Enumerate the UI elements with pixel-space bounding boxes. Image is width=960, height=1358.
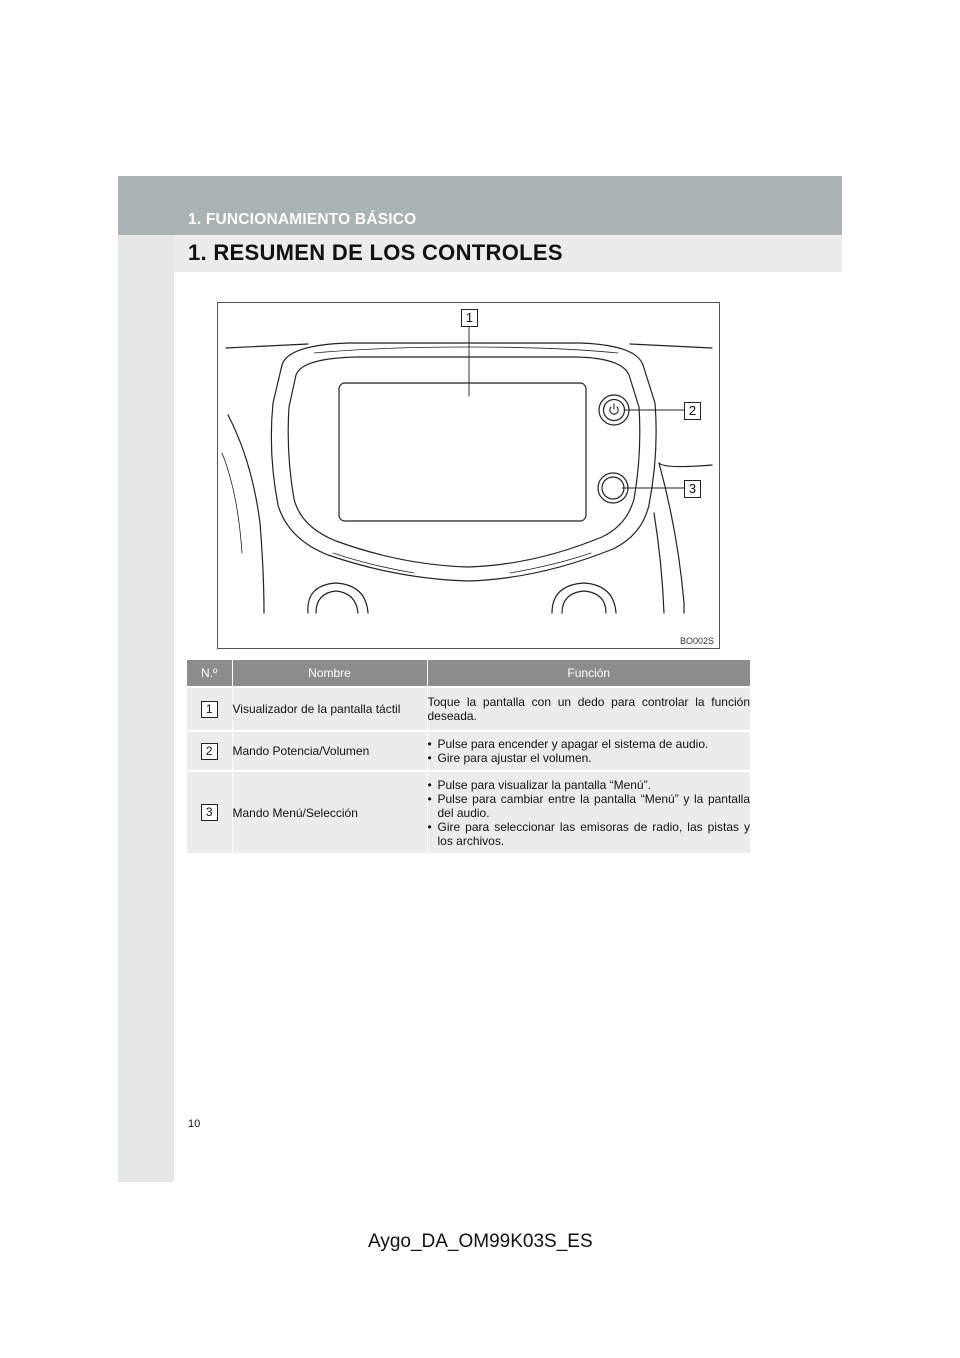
control-function bbox=[427, 731, 750, 771]
control-name: Mando Menú/Selección bbox=[232, 771, 427, 853]
header-function: Función bbox=[427, 660, 750, 687]
function-bullet: • Pulse para cambiar entre la pantalla “Menú” y la pantalla del audio. bbox=[428, 792, 751, 820]
controls-table bbox=[187, 660, 750, 853]
row-number-cell bbox=[187, 771, 232, 853]
section-title: 1. RESUMEN DE LOS CONTROLES bbox=[188, 240, 563, 265]
control-name: Visualizador de la pantalla táctil bbox=[232, 687, 427, 731]
callout-2: 2 bbox=[684, 402, 701, 420]
function-bullet: • Pulse para visualizar la pantalla “Menú”. bbox=[428, 778, 751, 792]
callout-3: 3 bbox=[684, 480, 701, 498]
audio-unit-illustration bbox=[217, 302, 720, 649]
control-name: Mando Potencia/Volumen bbox=[232, 731, 427, 771]
row-number-cell bbox=[187, 731, 232, 771]
page-number: 10 bbox=[188, 1118, 201, 1130]
function-bullet: • Gire para ajustar el volumen. bbox=[428, 751, 751, 765]
table-row bbox=[187, 731, 750, 771]
control-function bbox=[427, 771, 750, 853]
row-number-badge: 2 bbox=[201, 743, 218, 760]
callout-1: 1 bbox=[461, 309, 478, 327]
chapter-title: 1. FUNCIONAMIENTO BÁSICO bbox=[188, 211, 417, 228]
table-header-row bbox=[187, 660, 750, 687]
row-number-cell bbox=[187, 687, 232, 731]
document-id: Aygo_DA_OM99K03S_ES bbox=[368, 1231, 593, 1252]
table-row bbox=[187, 771, 750, 853]
control-function: Toque la pantalla con un dedo para controlar la función deseada. bbox=[427, 687, 750, 731]
table-row bbox=[187, 687, 750, 731]
power-icon bbox=[610, 404, 618, 414]
figure-code: BO002S bbox=[679, 636, 714, 646]
row-number-badge: 1 bbox=[201, 701, 218, 718]
header-number: N.º bbox=[187, 660, 232, 687]
function-bullet: • Pulse para encender y apagar el sistema de audio. bbox=[428, 737, 751, 751]
audio-unit-drawing bbox=[218, 303, 721, 650]
function-bullet: • Gire para seleccionar las emisoras de radio, las pistas y los archivos. bbox=[428, 820, 751, 848]
row-number-badge: 3 bbox=[201, 804, 218, 821]
header-name: Nombre bbox=[232, 660, 427, 687]
